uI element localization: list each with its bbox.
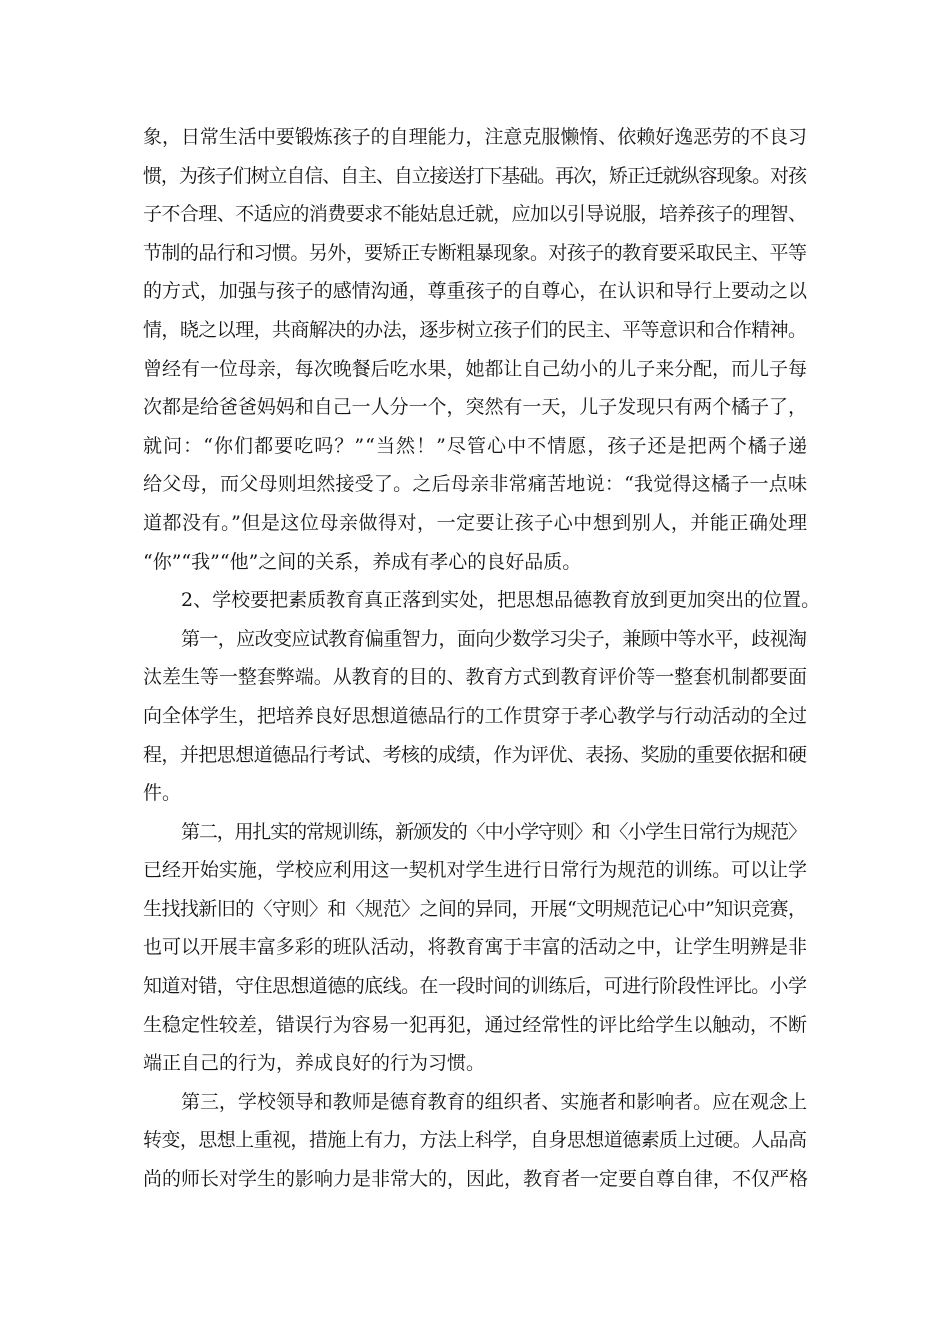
text-line: 就问：“你们都要吃吗？”“当然！”尽管心中不情愿，孩子还是把两个橘子递 xyxy=(143,434,809,457)
text-line: 给父母，而父母则坦然接受了。之后母亲非常痛苦地说：“我觉得这橘子一点味 xyxy=(143,473,808,496)
text-line: 程，并把思想道德品行考试、考核的成绩，作为评优、表扬、奖励的重要依据和硬 xyxy=(143,743,807,766)
text-line: 情，晓之以理，共商解决的办法，逐步树立孩子们的民主、平等意识和合作精神。 xyxy=(143,318,807,341)
text-line: 节制的品行和习惯。另外，要矫正专断粗暴现象。对孩子的教育要采取民主、平等 xyxy=(143,241,807,264)
text-line: 曾经有一位母亲，每次晚餐后吃水果，她都让自己幼小的儿子来分配，而儿子每 xyxy=(143,357,807,380)
text-line: 已经开始实施，学校应利用这一契机对学生进行日常行为规范的训练。可以让学 xyxy=(143,859,807,882)
text-line: 件。 xyxy=(143,782,182,805)
text-line: 生找找新旧的〈守则〉和〈规范〉之间的异同，开展“文明规范记心中”知识竞赛， xyxy=(143,897,807,920)
text-line: 的方式，加强与孩子的感情沟通，尊重孩子的自尊心，在认识和导行上要动之以 xyxy=(143,280,807,303)
text-line: 道都没有。”但是这位母亲做得对，一定要让孩子心中想到别人，并能正确处理 xyxy=(143,511,808,534)
paragraph xyxy=(143,1083,807,1199)
text-line: 子不合理、不适应的消费要求不能姑息迁就，应加以引导说服，培养孩子的理智、 xyxy=(143,203,807,226)
text-line: 尚的师长对学生的影响力是非常大的，因此，教育者一定要自尊自律，不仅严格 xyxy=(143,1168,809,1191)
text-line: 次都是给爸爸妈妈和自己一人分一个，突然有一天，儿子发现只有两个橘子了， xyxy=(143,396,807,419)
paragraph xyxy=(143,620,807,813)
text-line: 端正自己的行为，养成良好的行为习惯。 xyxy=(143,1052,486,1075)
text-line: 也可以开展丰富多彩的班队活动，将教育寓于丰富的活动之中，让学生明辨是非 xyxy=(143,936,807,959)
text-line: 向全体学生，把培养良好思想道德品行的工作贯穿于孝心教学与行动活动的全过 xyxy=(143,704,807,727)
document-body xyxy=(143,118,821,1199)
paragraph xyxy=(143,581,821,620)
text-line: 第一，应改变应试教育偏重智力，面向少数学习尖子，兼顾中等水平，歧视淘 xyxy=(181,627,807,650)
text-line: 知道对错，守住思想道德的底线。在一段时间的训练后，可进行阶段性评比。小学 xyxy=(143,975,807,998)
text-line: 第二，用扎实的常规训练，新颁发的〈中小学守则〉和〈小学生日常行为规范〉 xyxy=(181,820,806,843)
text-line: 生稳定性较差，错误行为容易一犯再犯，通过经常性的评比给学生以触动，不断 xyxy=(143,1013,807,1036)
text-line: 2、学校要把素质教育真正落到实处，把思想品德教育放到更加突出的位置。 xyxy=(181,589,821,612)
paragraph xyxy=(143,118,807,581)
text-line: “你”“我”“他”之间的关系，养成有孝心的良好品质。 xyxy=(143,550,582,573)
text-line: 转变，思想上重视，措施上有力，方法上科学，自身思想道德素质上过硬。人品高 xyxy=(143,1129,807,1152)
paragraph xyxy=(143,813,807,1083)
text-line: 汰差生等一整套弊端。从教育的目的、教育方式到教育评价等一整套机制都要面 xyxy=(143,666,807,689)
text-line: 惯，为孩子们树立自信、自主、自立接送打下基础。再次，矫正迁就纵容现象。对孩 xyxy=(143,164,806,187)
text-line: 象，日常生活中要锻炼孩子的自理能力，注意克服懒惰、依赖好逸恶劳的不良习 xyxy=(143,126,807,148)
text-line: 第三，学校领导和教师是德育教育的组织者、实施者和影响者。应在观念上 xyxy=(181,1090,807,1113)
